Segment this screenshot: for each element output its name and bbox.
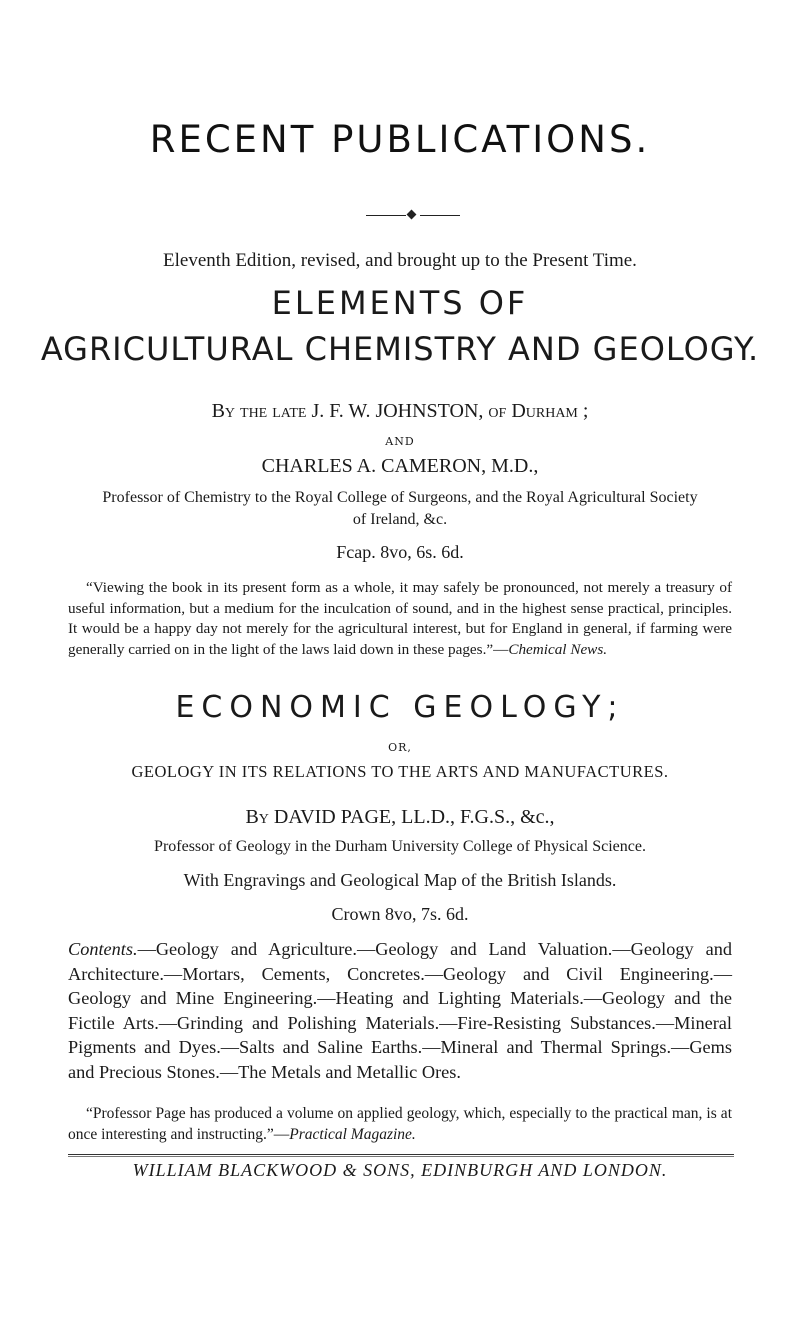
book1-title-line1: ELEMENTS OF [271, 284, 529, 322]
book2-contents-label: Contents. [68, 939, 138, 959]
book2-contents [68, 937, 732, 1084]
book1-author1-suffix: of Durham ; [488, 400, 589, 422]
book2-subtitle: GEOLOGY IN ITS RELATIONS TO THE ARTS AND MANUFACTURES. [131, 762, 669, 781]
book1-byline [0, 400, 800, 423]
footer-rule-thin [68, 1156, 734, 1157]
book1-review [68, 578, 732, 660]
book2-byline [0, 806, 800, 829]
book2-by-prefix: By [245, 806, 269, 828]
diamond-icon [407, 210, 417, 220]
book1-edition: Eleventh Edition, revised, and brought up to the Present Time. [163, 250, 637, 271]
book1-author1: J. F. W. JOHNSTON, [311, 400, 484, 422]
book2-engravings: With Engravings and Geological Map of the British Islands. [183, 870, 617, 890]
ornament-divider [366, 211, 460, 221]
book1-by-prefix: By the late [211, 400, 307, 422]
book2-contents-text: —Geology and Agriculture.—Geology and Land Valuation.—Geology and Architecture.—Mortars, Cements, Concretes.—Geology and Civil Engineering.—Geology and Mine Engineering.—Heating and Lighting Materials.—Geology and the Fictile Arts.—Grinding and Polishing Materials.—Fire-Resisting Substances.—Mineral Pigments and Dyes.—Salts and Saline Earths.—Mineral and Thermal Springs.—Gems and Precious Stones.—The Metals and Metallic Ores. [68, 939, 732, 1082]
book2-review-source: Practical Magazine. [289, 1126, 416, 1143]
book1-author2: CHARLES A. CAMERON, M.D., [261, 455, 539, 477]
book1-review-text: “Viewing the book in its present form as a whole, it may safely be pronounced, not merely a treasury of useful information, but a medium for the inculcation of sound, and in the highest sense practical, principles. It would be a happy day not merely for the agricultural interest, but for England in general, if farming were generally carried on in the light of the laws laid down in these pages.”— [68, 579, 732, 658]
book2-or: OR, [388, 741, 412, 754]
book2-review [68, 1103, 732, 1145]
book1-title-line2: AGRICULTURAL CHEMISTRY AND GEOLOGY. [40, 330, 760, 368]
divider-line-right [420, 215, 460, 216]
book1-and: AND [385, 435, 415, 448]
book1-price: Fcap. 8vo, 6s. 6d. [336, 542, 464, 562]
book2-professorship: Professor of Geology in the Durham University College of Physical Science. [154, 838, 646, 855]
book1-review-source: Chemical News. [508, 640, 608, 658]
book2-price: Crown 8vo, 7s. 6d. [331, 904, 469, 924]
footer-rule [68, 1154, 734, 1155]
book2-review-text: “Professor Page has produced a volume on applied geology, which, especially to the practical man, is at once interesting and instructing.”— [68, 1105, 732, 1143]
publisher-imprint: WILLIAM BLACKWOOD & SONS, EDINBURGH AND LONDON. [132, 1160, 668, 1180]
book2-author: DAVID PAGE, LL.D., F.G.S., &c., [273, 806, 555, 828]
book2-title: ECONOMIC GEOLOGY; [175, 690, 625, 725]
divider-line-left [366, 215, 406, 216]
page-header: RECENT PUBLICATIONS. [149, 118, 651, 161]
book1-professorship: Professor of Chemistry to the Royal College of Surgeons, and the Royal Agricultural Society of Ireland, &c. [102, 489, 698, 528]
